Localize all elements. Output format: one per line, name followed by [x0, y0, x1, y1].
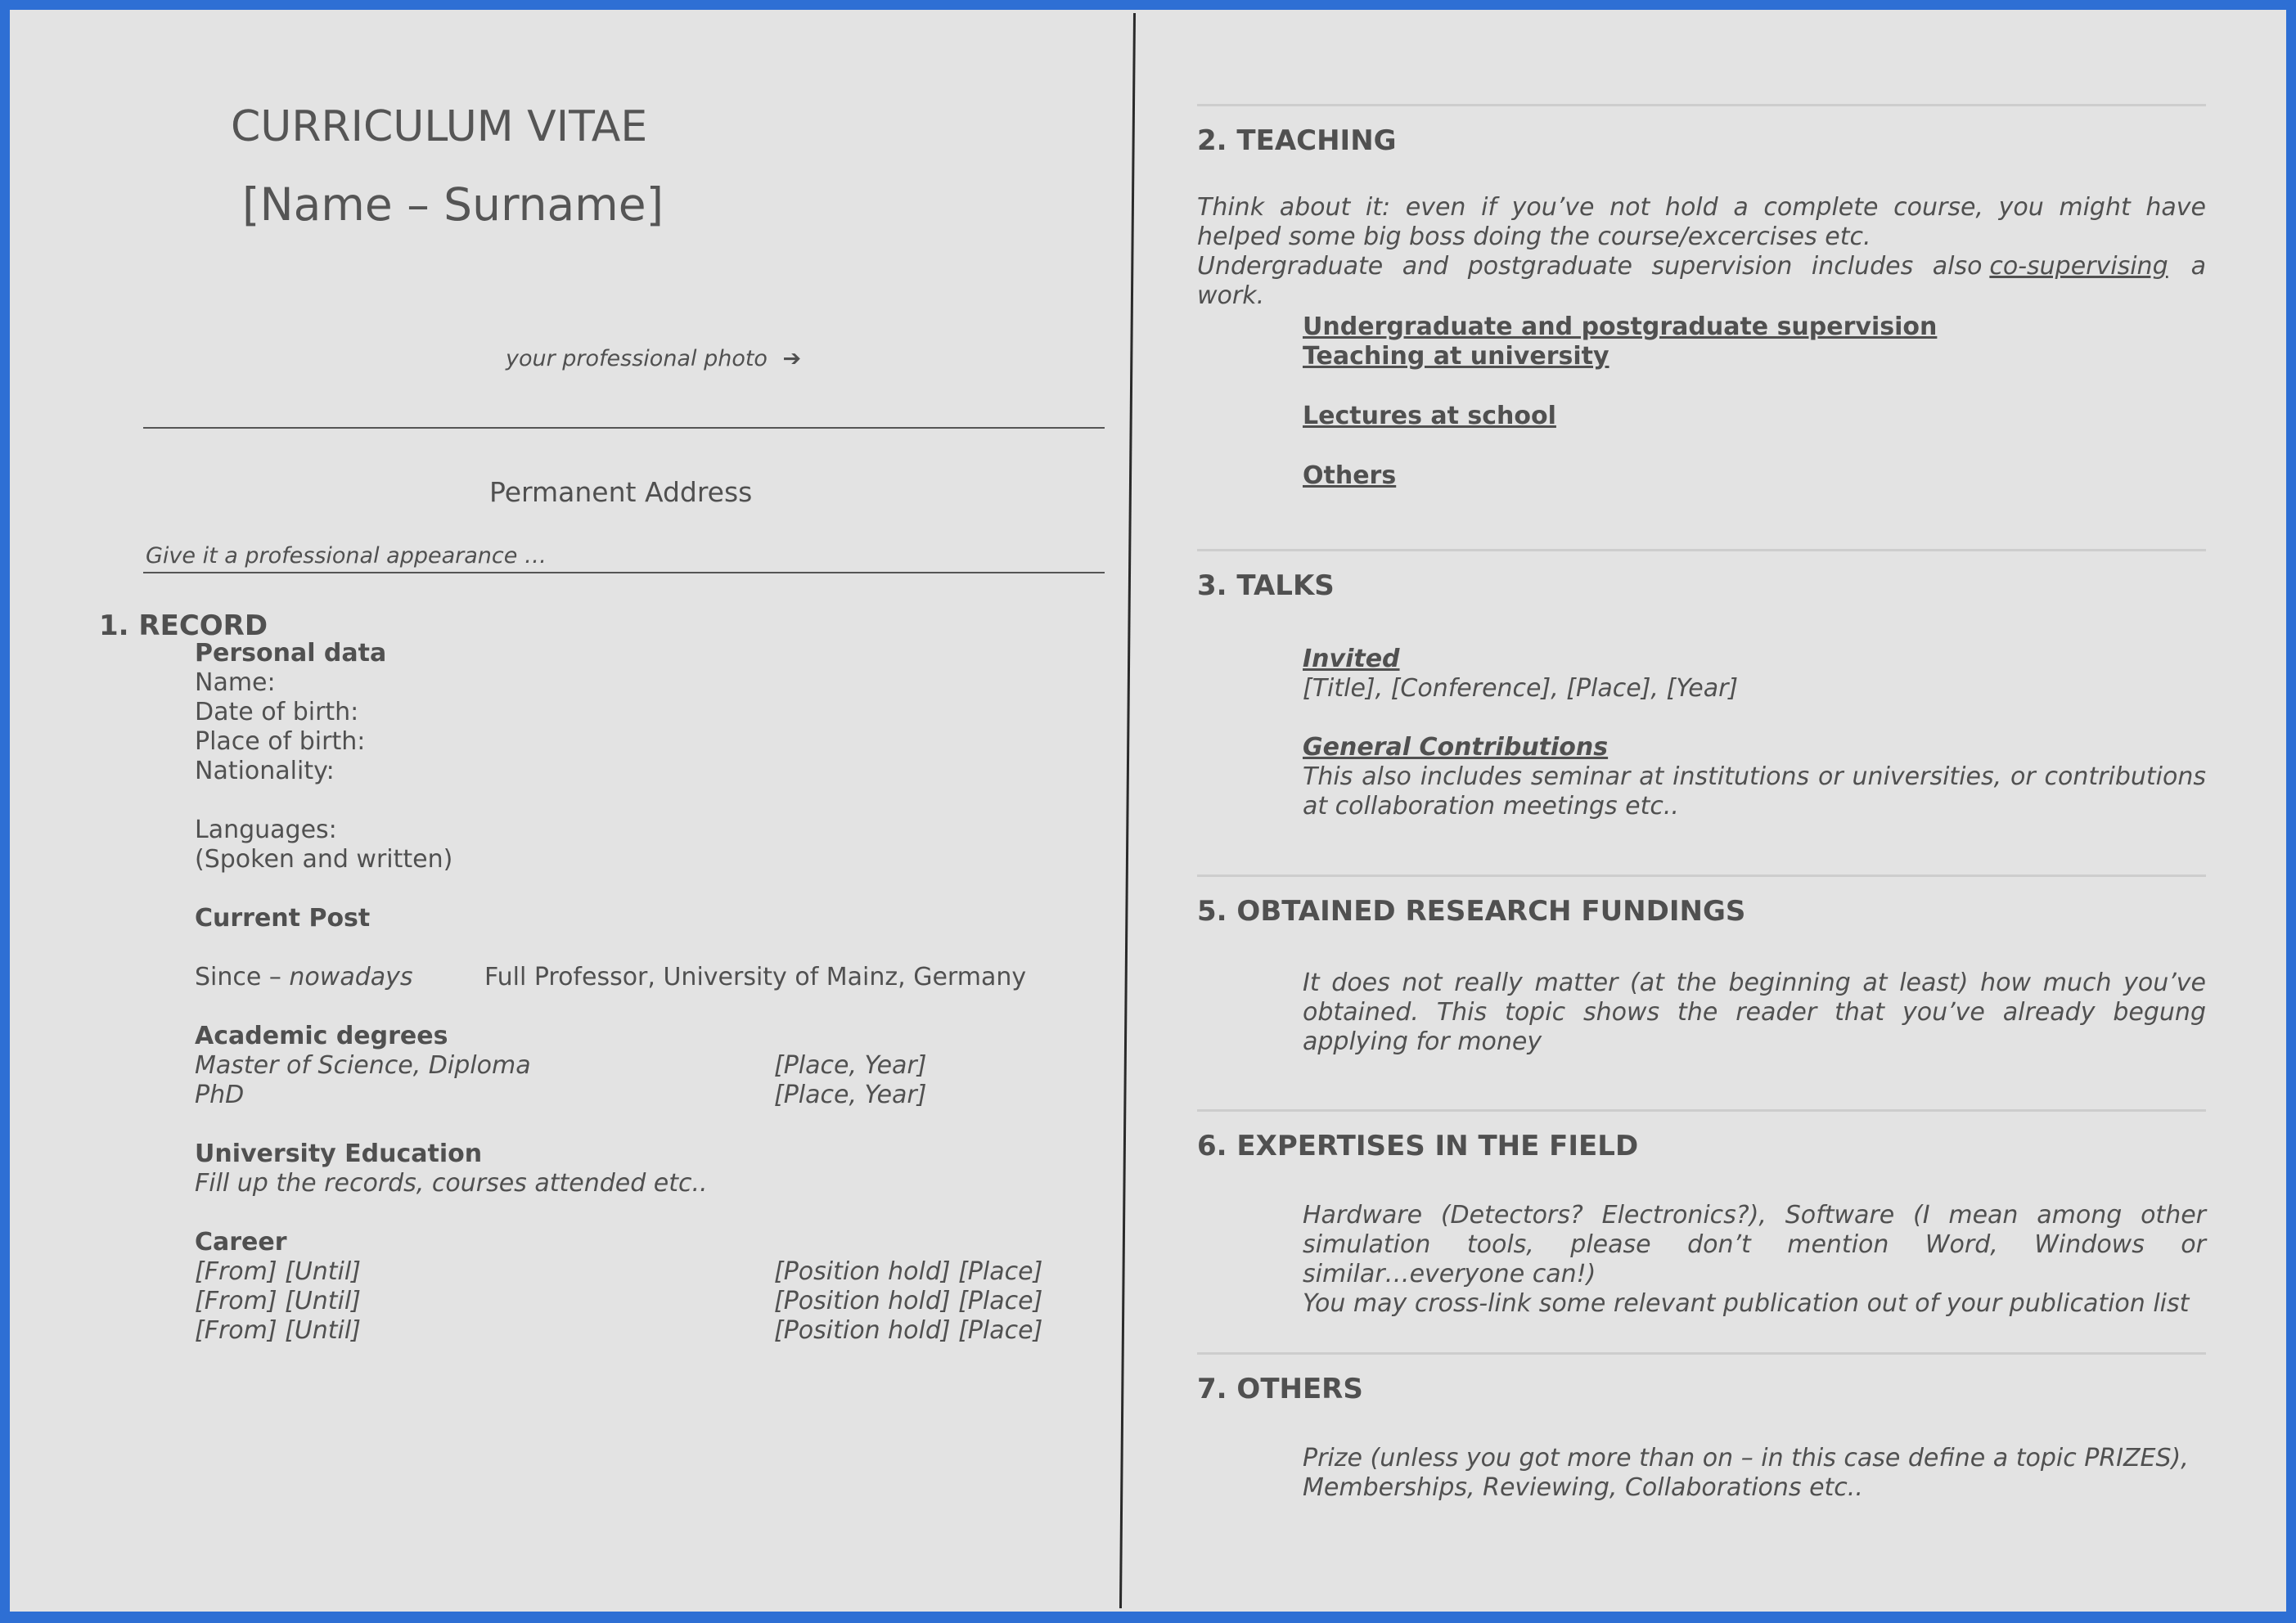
record-heading: 1. RECORD — [99, 609, 268, 642]
career-position: [Position hold] [Place] — [774, 1316, 1043, 1345]
career-heading: Career — [195, 1228, 287, 1257]
fundings-heading: 5. OBTAINED RESEARCH FUNDINGS — [1197, 895, 1746, 928]
current-post-value: Full Professor, University of Mainz, Germany — [484, 963, 1027, 991]
career-period: [From] [Until] — [195, 1257, 361, 1286]
record-section — [195, 639, 1095, 1346]
talks-heading: 3. TALKS — [1197, 569, 1335, 602]
teaching-intro-line1: Think about it: even if you’ve not hold a complete course, you might have — [1197, 193, 2206, 222]
address-divider — [143, 572, 1105, 573]
current-post-row — [195, 963, 1095, 992]
others-text — [1303, 1444, 2206, 1503]
fundings-text — [1303, 969, 2206, 1057]
photo-hint — [506, 345, 801, 373]
arrow-right-icon: ➔ — [782, 346, 802, 371]
nowadays-label: nowadays — [289, 963, 413, 991]
talks-rule — [1197, 549, 2206, 551]
teaching-heading: 2. TEACHING — [1197, 124, 1397, 157]
header-divider — [143, 427, 1105, 429]
fundings-line1: It does not really matter (at the beginning at least) how much you’ve — [1303, 969, 2206, 997]
since-label: Since – nowadays — [195, 963, 413, 991]
expertises-text — [1303, 1201, 2206, 1319]
career-position: [Position hold] [Place] — [774, 1287, 1043, 1315]
teaching-item: Others — [1303, 461, 1397, 490]
cv-name: [Name – Surname] — [242, 178, 664, 231]
degree-row — [195, 1051, 1095, 1081]
fundings-rule — [1197, 874, 2206, 877]
general-line1: This also includes seminar at institutions or universities, or contributions — [1303, 762, 2206, 791]
career-row — [195, 1257, 1095, 1287]
fundings-line3: applying for money — [1303, 1027, 1542, 1056]
career-row — [195, 1316, 1095, 1346]
languages-note: (Spoken and written) — [195, 845, 453, 874]
others-heading: 7. OTHERS — [1197, 1373, 1363, 1405]
field-name: Name: — [195, 668, 276, 697]
degree-name: PhD — [195, 1081, 245, 1109]
field-pob: Place of birth: — [195, 727, 366, 756]
education-note: Fill up the records, courses attended etc.. — [195, 1169, 708, 1198]
degree-place: [Place, Year] — [774, 1081, 927, 1109]
invited-heading: Invited — [1303, 645, 1400, 673]
teaching-rule — [1197, 104, 2206, 106]
page-spine — [1119, 13, 1136, 1608]
degree-place: [Place, Year] — [774, 1051, 927, 1080]
teaching-item: Lectures at school — [1303, 402, 1556, 430]
general-contributions-heading: General Contributions — [1303, 733, 1609, 762]
fundings-line2: obtained. This topic shows the reader that you’ve already begung — [1303, 998, 2206, 1027]
teaching-intro-line3-start: Undergraduate and postgraduate supervision includes also — [1197, 252, 1983, 281]
cv-title: CURRICULUM VITAE — [231, 102, 648, 151]
expertises-line2: simulation tools, please don’t mention Word, Windows or — [1303, 1230, 2206, 1259]
permanent-address: Permanent Address — [489, 476, 753, 508]
field-dob: Date of birth: — [195, 698, 359, 726]
teaching-intro-line2: helped some big boss doing the course/excercises etc. — [1197, 223, 1871, 251]
teaching-item: Teaching at university — [1303, 342, 1609, 371]
others-line2: Memberships, Reviewing, Collaborations etc.. — [1303, 1473, 1863, 1502]
degree-name: Master of Science, Diploma — [195, 1051, 531, 1080]
career-position: [Position hold] [Place] — [774, 1257, 1043, 1286]
degree-row — [195, 1081, 1095, 1110]
co-supervising-text: co-supervising — [1989, 252, 2168, 281]
teaching-intro-line3 — [1197, 252, 2206, 281]
expertises-rule — [1197, 1109, 2206, 1112]
invited-line: [Title], [Conference], [Place], [Year] — [1303, 674, 1739, 703]
academic-degrees-heading: Academic degrees — [195, 1022, 448, 1050]
general-line2: at collaboration meetings etc.. — [1303, 792, 1679, 820]
field-languages: Languages: — [195, 816, 337, 844]
others-line1: Prize (unless you got more than on – in this case define a topic PRIZES), — [1303, 1444, 2189, 1472]
teaching-intro-line3-end: co-supervising a — [1989, 252, 2206, 281]
teaching-intro-line4: work. — [1197, 281, 1265, 310]
others-rule — [1197, 1352, 2206, 1355]
appearance-hint: Give it a professional appearance … — [146, 543, 547, 569]
personal-data-heading: Personal data — [195, 639, 387, 668]
current-post-heading: Current Post — [195, 904, 371, 933]
field-nationality: Nationality: — [195, 757, 335, 785]
photo-hint-text: your professional photo — [506, 346, 768, 371]
talks-section — [1303, 645, 2206, 821]
expertises-line4: You may cross-link some relevant publication out of your publication list — [1303, 1289, 2190, 1318]
career-period: [From] [Until] — [195, 1287, 361, 1315]
teaching-item: Undergraduate and postgraduate supervision — [1303, 312, 1938, 341]
university-education-heading: University Education — [195, 1140, 483, 1168]
expertises-heading: 6. EXPERTISES IN THE FIELD — [1197, 1130, 1639, 1162]
expertises-line3: similar…everyone can!) — [1303, 1260, 1596, 1288]
career-period: [From] [Until] — [195, 1316, 361, 1345]
career-row — [195, 1287, 1095, 1316]
document-page — [10, 10, 2286, 1612]
teaching-intro — [1197, 193, 2206, 311]
expertises-line1: Hardware (Detectors? Electronics?), Software (I mean among other — [1303, 1201, 2206, 1230]
